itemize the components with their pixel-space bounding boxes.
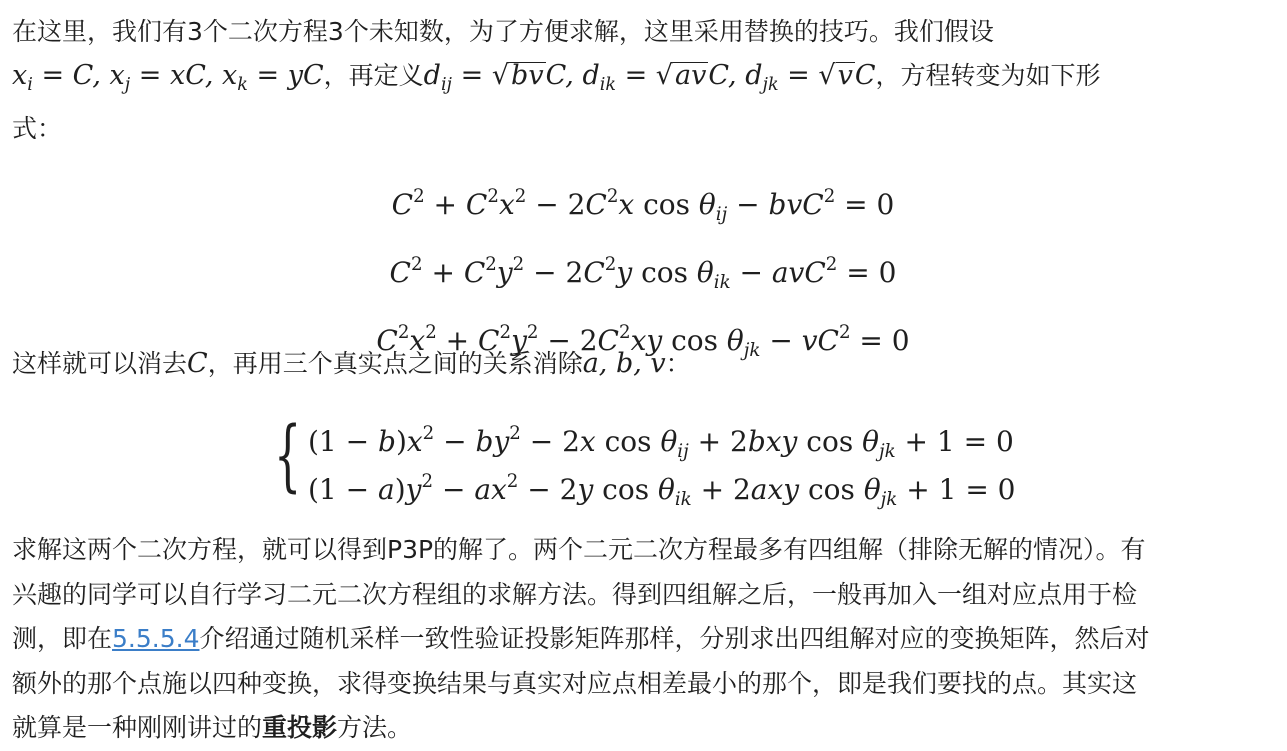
- equation-3: $C^2x^2 + C^2y^2 - 2C^2xy$ $\cos \theta_{jk} - vC^2 = 0$: [376, 322, 910, 362]
- conclusion-paragraph: [12, 528, 1274, 751]
- conclusion-line-2: 兴趣的同学可以自行学习二元二次方程组的求解方法。得到四组解之后，一般再加入一组对应点用于检: [12, 579, 1138, 609]
- conclusion-line-5-a: 就算是一种刚刚讲过的: [12, 713, 263, 742]
- vars-abv: a, b, v: [582, 348, 666, 379]
- section-link[interactable]: 5.5.5.4: [112, 624, 200, 653]
- equation-system: [274, 410, 1034, 511]
- conclusion-line-5-b: 方法。: [337, 713, 413, 742]
- conclusion-line-3-a: 测，即在: [12, 624, 113, 653]
- elimination-text-b: ，再用三个真实点之间的关系消除: [207, 349, 583, 378]
- intro-line-3: 式：: [12, 114, 63, 144]
- elimination-text-a: 这样就可以消去: [12, 349, 188, 378]
- intro-text-a: ，再定义: [323, 61, 424, 90]
- substitution-formula: $x_i = C$, $x_j$ = xC, $x_k$ = yC: [12, 60, 324, 96]
- conclusion-line-5: [12, 706, 1274, 751]
- conclusion-line-4: 额外的那个点施以四种变换，求得变换结果与真实对应点相差最小的那个，即是我们要找的点。其实这: [12, 668, 1138, 698]
- conclusion-line-3: [12, 617, 1274, 662]
- distance-definition: $d_{ij} = √bvC$, $d_{ik} = √avC$, $d_{jk} = √vC$: [423, 60, 876, 96]
- elimination-text: [12, 342, 691, 386]
- equation-1: $C^2 + C^2x^2 - 2C^2x$ $\cos \theta_{ij} - bvC^2 = 0$: [391, 186, 895, 226]
- intro-line-1: 在这里，我们有3个二次方程3个未知数，为了方便求解，这里采用替换的技巧。我们假设: [12, 17, 994, 46]
- left-brace: {: [274, 411, 302, 501]
- elimination-text-c: ：: [665, 349, 691, 378]
- var-c: C: [187, 348, 208, 379]
- intro-text-b: ，方程转变为如下形: [875, 61, 1101, 90]
- conclusion-line-3-b: 介绍通过随机采样一致性验证投影矩阵那样，分别求出四组解对应的变换矩阵，然后对: [199, 624, 1150, 653]
- equation-2: $C^2 + C^2y^2 - 2C^2y$ $\cos \theta_{ik} - avC^2 = 0$: [389, 254, 897, 294]
- conclusion-line-1: 求解这两个二次方程，就可以得到P3P的解了。两个二元二次方程最多有四组解（排除无解的情况）。有: [12, 535, 1146, 564]
- system-equation-1: $(1 - b)x^2 - by^2 - 2x$ $\cos \theta_{ij} + 2bxy$ $\cos \theta_{jk} + 1 = 0$: [308, 423, 1014, 463]
- document-page: [12, 10, 1274, 742]
- bold-term: 重投影: [262, 713, 338, 742]
- intro-line-2: [12, 54, 1274, 107]
- system-equation-2: $(1 - a)y^2 - ax^2 - 2y$ $\cos \theta_{ik} + 2axy$ $\cos \theta_{jk} + 1 = 0$: [308, 471, 1016, 511]
